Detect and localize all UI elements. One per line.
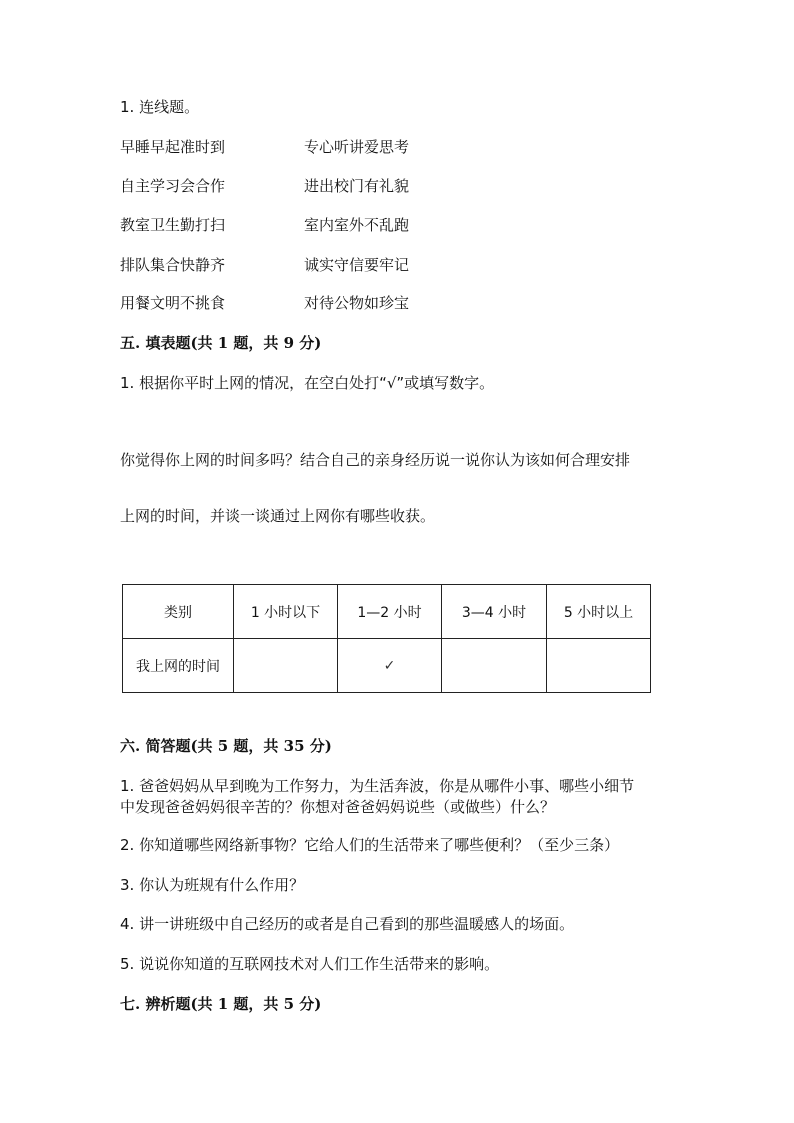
matching-left-item: 用餐文明不挑食 (120, 294, 226, 312)
table-header-cell: 5 小时以上 (547, 585, 651, 639)
table-header-cell: 类别 (123, 585, 234, 639)
section6-question-1-line1: 1. 爸爸妈妈从早到晚为工作努力，为生活奔波，你是从哪件小事、哪些小细节 (120, 777, 635, 795)
matching-left-item: 早睡早起准时到 (120, 138, 226, 156)
table-cell-checkmark[interactable]: ✓ (338, 639, 442, 693)
matching-right-item: 诚实守信要牢记 (304, 256, 410, 274)
table-header-cell: 1—2 小时 (338, 585, 442, 639)
table-cell[interactable] (547, 639, 651, 693)
table-header-row (123, 585, 651, 639)
section5-question-1: 1. 根据你平时上网的情况，在空白处打“√”或填写数字。 (120, 374, 495, 392)
section6-question-1-line2: 中发现爸爸妈妈很辛苦的？你想对爸爸妈妈说些（或做些）什么？ (120, 798, 556, 816)
table-cell[interactable] (442, 639, 547, 693)
section6-question-5: 5. 说说你知道的互联网技术对人们工作生活带来的影响。 (120, 955, 500, 973)
matching-right-item: 进出校门有礼貌 (304, 177, 410, 195)
matching-left-item: 教室卫生勤打扫 (120, 216, 226, 234)
matching-right-item: 专心听讲爱思考 (304, 138, 410, 156)
table-header-cell: 3—4 小时 (442, 585, 547, 639)
table-row-label: 我上网的时间 (123, 639, 234, 693)
matching-right-item: 对待公物如珍宝 (304, 294, 410, 312)
section5-paragraph-line2: 上网的时间，并谈一谈通过上网你有哪些收获。 (120, 507, 436, 525)
internet-time-table (122, 584, 651, 693)
section6-question-4: 4. 讲一讲班级中自己经历的或者是自己看到的那些温暖感人的场面。 (120, 915, 575, 933)
matching-right-item: 室内室外不乱跑 (304, 216, 410, 234)
table-header-cell: 1 小时以下 (234, 585, 338, 639)
section5-paragraph-line1: 你觉得你上网的时间多吗？结合自己的亲身经历说一说你认为该如何合理安排 (120, 451, 631, 469)
section6-question-2: 2. 你知道哪些网络新事物？它给人们的生活带来了哪些便利？（至少三条） (120, 836, 620, 854)
section6-question-3: 3. 你认为班规有什么作用？ (120, 876, 305, 894)
matching-title: 1. 连线题。 (120, 98, 200, 116)
section6-heading: 六. 简答题(共 5 题，共 35 分) (120, 737, 332, 755)
matching-left-item: 排队集合快静齐 (120, 256, 226, 274)
section7-heading: 七. 辨析题(共 1 题，共 5 分) (120, 995, 322, 1013)
table-row (123, 639, 651, 693)
table-cell[interactable] (234, 639, 338, 693)
section5-heading: 五. 填表题(共 1 题，共 9 分) (120, 334, 322, 352)
matching-left-item: 自主学习会合作 (120, 177, 226, 195)
